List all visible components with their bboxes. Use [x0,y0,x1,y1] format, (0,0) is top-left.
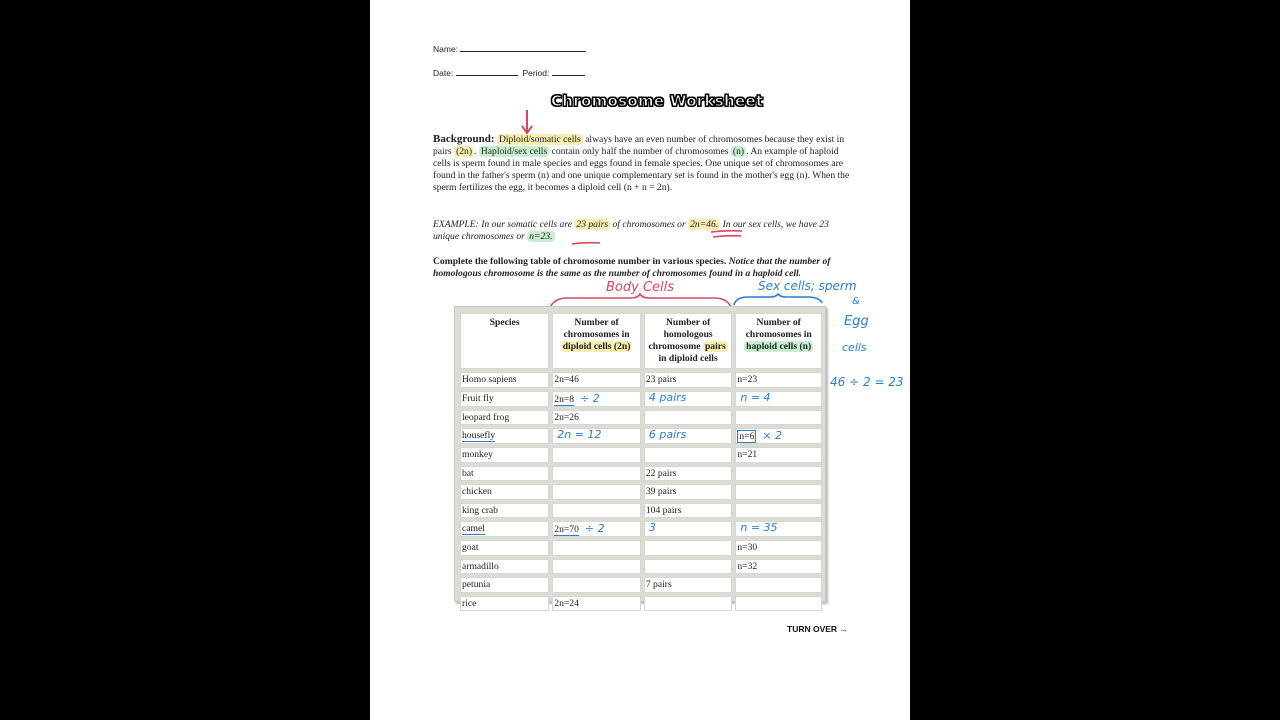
worksheet-page [370,0,910,720]
handwritten-pairs-note: 4 pairs [648,390,687,404]
calc-note: 46 ÷ 2 = 23 [830,375,904,389]
cell-diploid[interactable] [552,596,641,612]
cell-haploid[interactable] [735,410,822,426]
cell-species: armadillo [460,559,549,575]
cell-pairs[interactable] [644,559,733,575]
cell-haploid-value: n=6 [739,431,755,442]
cell-haploid-value: n=32 [737,560,758,572]
highlight-haploid: Haploid/sex cells [480,146,548,157]
example-paragraph [433,219,853,243]
cell-diploid-value: 2n=24 [554,597,579,609]
cell-diploid[interactable] [552,466,641,482]
cell-diploid-value: 2n=70 [554,524,579,535]
cell-diploid[interactable] [552,559,641,575]
table-row [460,428,822,444]
table-row [460,466,822,482]
period-label: Period: [522,68,550,78]
instructions-bold: Complete the following table of chromosome number in various species. [433,256,729,267]
background-text-2: . [474,146,479,157]
header-haploid-label: Number of chromosomes in [745,317,812,340]
handwritten-pairs-note: 6 pairs [648,428,687,441]
highlight-2n: (2n) [456,146,473,157]
cell-pairs[interactable] [644,372,733,388]
handwritten-divide-note: ÷ 2 [584,522,605,535]
cell-haploid[interactable] [735,372,822,388]
date-period-field [433,67,585,78]
table-row [460,596,822,612]
body-cells-note: Body Cells [606,280,675,295]
handwritten-n-note: n = 4 [740,390,771,404]
highlight-diploid: Diploid/somatic cells [498,134,581,145]
cell-species: chicken [460,484,549,500]
header-pairs [644,313,733,369]
cell-haploid[interactable] [735,447,822,463]
cell-diploid-value: 2n=46 [554,374,579,385]
table-row [460,391,822,407]
cell-haploid[interactable] [735,428,822,444]
underline-mark [570,240,604,248]
cell-pairs[interactable] [644,466,733,482]
highlight-n-23: n=23. [529,231,553,242]
cell-pairs[interactable] [644,410,733,426]
cell-species-value: camel [462,523,485,534]
header-haploid-highlight: haploid cells (n) [746,341,812,352]
sex-cells-note: Sex cells; sperm [758,279,857,293]
cell-species: leopard frog [460,410,549,426]
cell-species: monkey [460,447,549,463]
sex-cells-brace [732,293,824,307]
cell-diploid[interactable] [552,503,641,519]
cell-pairs[interactable] [644,484,733,500]
cell-diploid[interactable] [552,521,641,537]
cell-diploid[interactable] [552,447,641,463]
header-diploid-highlight: diploid cells (2n) [562,341,631,352]
cell-haploid-value: n=21 [737,449,758,460]
name-blank [460,43,586,52]
period-blank [552,67,585,76]
cell-species: petunia [460,577,549,593]
cell-pairs[interactable] [644,577,733,593]
cell-haploid[interactable] [735,503,822,519]
table-row [460,484,822,500]
cell-haploid[interactable] [735,577,822,593]
ampersand-note: & [852,296,860,307]
cell-pairs-value: 7 pairs [645,579,672,590]
header-pairs-highlight: pairs [704,341,726,352]
background-text-3: contain only half the number of chromosomes [549,146,731,157]
cell-diploid[interactable] [552,428,641,444]
table-row [460,503,822,519]
cell-pairs[interactable] [644,503,733,519]
table-row [460,577,822,593]
table-row [460,521,822,537]
highlight-23-pairs: 23 pairs [576,219,609,230]
cell-haploid[interactable] [735,540,822,556]
cell-haploid-value: n=23 [737,374,758,385]
cell-diploid-value: 2n=8 [554,393,575,405]
header-pairs-label-2: in diploid cells [658,353,718,364]
cell-diploid[interactable] [552,484,641,500]
example-text-2: of chromosomes or [610,219,689,230]
cell-haploid[interactable] [735,484,822,500]
cells-note: cells [842,341,867,354]
cell-species: rice [460,596,549,612]
chromosome-table-frame [454,306,826,609]
header-species-label: Species [489,317,520,328]
handwritten-times-note: × 2 [762,429,783,442]
cell-haploid[interactable] [735,521,822,537]
example-text-1: EXAMPLE: In our somatic cells are [433,219,575,230]
cell-diploid[interactable] [552,410,641,426]
date-label: Date: [433,68,454,78]
name-field [433,43,586,54]
egg-note: Egg [844,314,869,329]
handwritten-n-note: n = 35 [740,521,778,534]
date-blank [456,67,518,76]
table-row [460,540,822,556]
cell-species-value: housefly [462,430,496,441]
cell-pairs[interactable] [644,447,733,463]
header-haploid [735,313,822,369]
background-paragraph [433,133,853,194]
background-label: Background: [433,133,495,145]
cell-pairs-value: 22 pairs [645,467,677,479]
cell-haploid[interactable] [735,559,822,575]
header-diploid [552,313,641,369]
cell-haploid[interactable] [735,391,822,407]
instructions-italic: Notice that the number of homologous chromosome is the same as the number of chromosomes found in a haploid cell. [433,256,831,279]
cell-diploid-value: 2n=26 [554,411,579,423]
header-pairs-label: Number of homologous chromosome [648,317,713,352]
highlight-n: (n) [732,146,745,157]
name-label: Name: [433,44,459,54]
background-text-4: . An example of haploid cells is sperm found in male species and eggs found in female species. One unique set of chromosomes are found in the father's sperm (n) and one unique complementary set is found in the mother's egg (n). When the sperm fertilizes the egg, it becomes a diploid cell (n + n = 2n). [433,146,850,193]
cell-pairs-value: 104 pairs [645,504,682,516]
background-text-1: always have an even number of chromosomes because they exist in pairs [433,134,845,157]
cell-pairs[interactable] [644,540,733,556]
table-header-row [460,313,822,369]
cell-haploid-value: n=30 [737,542,758,553]
table-row [460,410,822,426]
handwritten-2n-note: 2n = 12 [557,428,602,441]
chromosome-table [457,310,825,614]
cell-species: king crab [460,503,549,519]
cell-haploid[interactable] [735,596,822,612]
arrow-down-icon [520,108,534,136]
header-diploid-label: Number of chromosomes in [563,317,630,340]
cell-species: Fruit fly [460,391,549,407]
cell-pairs[interactable] [644,521,733,537]
example-text-3: In our sex cells, we have 23 unique chromosomes or [433,219,829,242]
instructions [433,256,853,280]
handwritten-divide-note: ÷ 2 [580,391,600,405]
cell-species [460,521,549,537]
cell-diploid[interactable] [552,540,641,556]
cell-species: goat [460,540,549,556]
cell-diploid[interactable] [552,372,641,388]
handwritten-pairs-note: 3 [648,521,656,534]
cell-pairs[interactable] [644,596,733,612]
table-row [460,559,822,575]
highlight-2n-46: 2n=46. [690,219,719,230]
turn-over-label: TURN OVER → [787,624,848,634]
header-species [460,313,549,369]
cell-diploid[interactable] [552,391,641,407]
double-underline-mark [708,228,748,242]
cell-species [460,428,549,444]
page-title: Chromosome Worksheet [551,92,764,110]
cell-species: bat [460,466,549,482]
cell-diploid[interactable] [552,577,641,593]
table-row [460,372,822,388]
cell-pairs[interactable] [644,428,733,444]
cell-haploid[interactable] [735,466,822,482]
cell-species: Homo sapiens [460,372,549,388]
cell-pairs-value: 39 pairs [645,486,677,497]
cell-pairs[interactable] [644,391,733,407]
table-row [460,447,822,463]
cell-pairs-value: 23 pairs [645,374,677,385]
